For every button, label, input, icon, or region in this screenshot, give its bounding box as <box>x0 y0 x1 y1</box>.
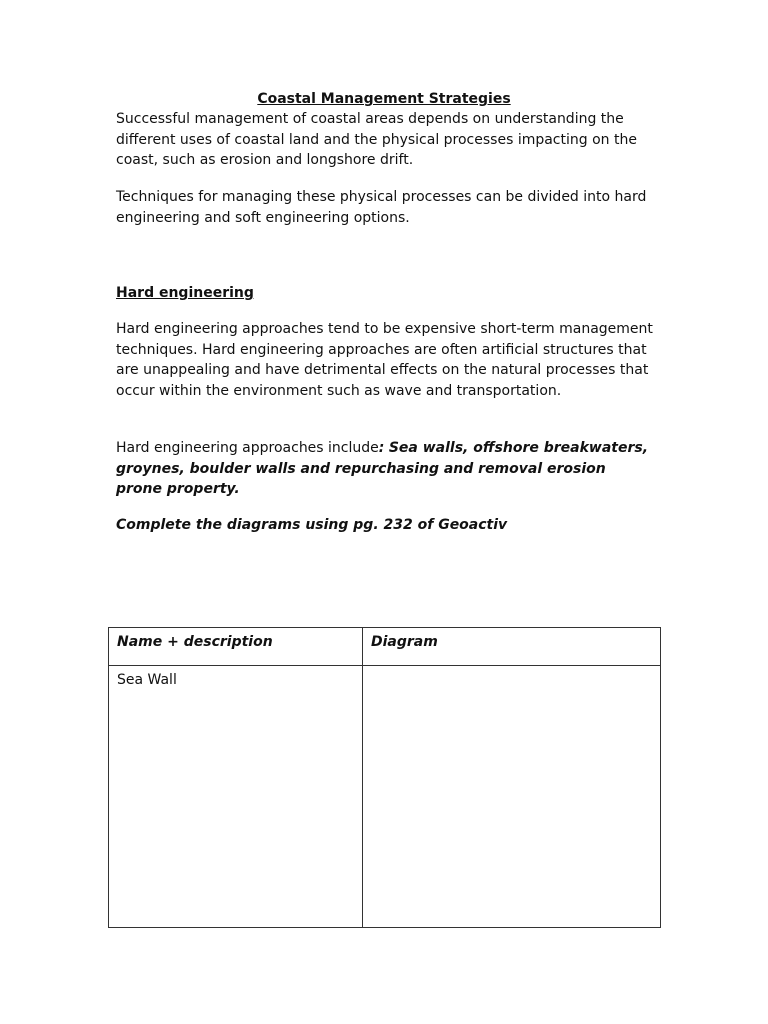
table-row <box>109 666 661 928</box>
intro-paragraph: Successful management of coastal areas depends on understanding the different uses of coastal land and the physical processes impacting on the coast, such as erosion and longshore drift. <box>116 111 637 168</box>
techniques-paragraph: Techniques for managing these physical processes can be divided into hard engineering and soft engineering options. <box>116 189 647 226</box>
column-header-diagram: Diagram <box>363 628 661 666</box>
approaches-colon: : <box>378 440 385 456</box>
approaches-prefix: Hard engineering approaches include <box>116 440 379 456</box>
hard-engineering-paragraph: Hard engineering approaches tend to be expensive short-term management techniques. Hard engineering approaches are often artificial structures that are unappealing and have detrimental effects on the natural processes that occur within the environment such as wave and transportation. <box>116 321 653 399</box>
cell-diagram-blank[interactable] <box>363 666 661 928</box>
instruction-text: Complete the diagrams using pg. 232 of Geoactiv <box>116 517 508 533</box>
table-header-row <box>109 628 661 666</box>
section-heading-hard-engineering: Hard engineering <box>116 285 254 301</box>
approaches-paragraph <box>116 438 656 500</box>
diagram-table <box>108 627 661 928</box>
cell-name-sea-wall: Sea Wall <box>109 666 363 928</box>
document-title: Coastal Management Strategies <box>257 91 511 107</box>
column-header-name-description: Name + description <box>109 628 363 666</box>
approaches-list: Sea walls, offshore breakwaters, groynes, boulder walls and repurchasing and removal erosion prone property. <box>116 440 649 497</box>
